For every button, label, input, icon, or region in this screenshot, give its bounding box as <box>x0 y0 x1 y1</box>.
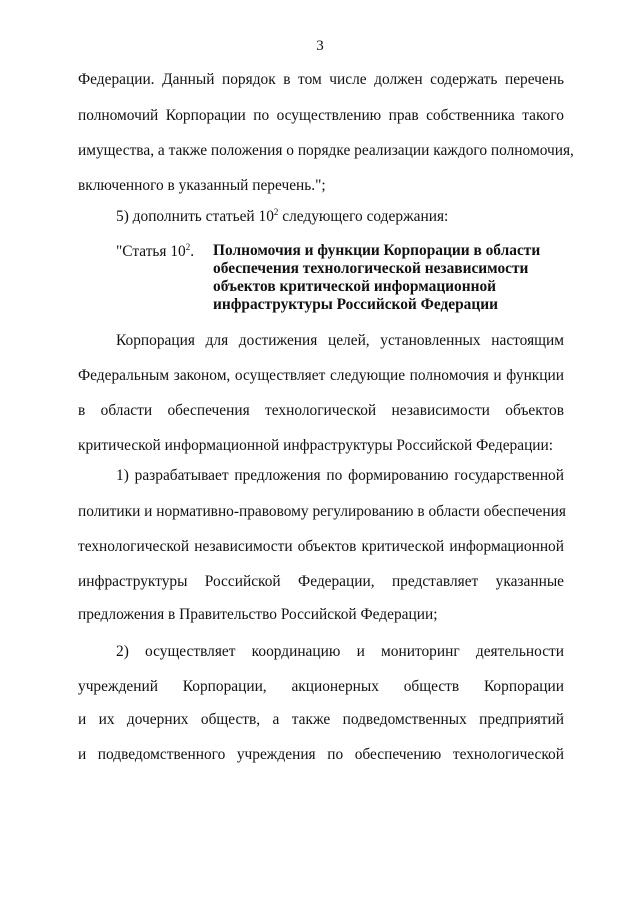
paragraph-line: и подведомственного учреждения по обеспечению технологической <box>78 746 564 763</box>
amendment-item <box>116 207 564 227</box>
article-title-line: обеспечения технологической независимости <box>213 260 529 277</box>
article-title-line: инфраструктуры Российской Федерации <box>213 296 498 313</box>
paragraph-line: технологической независимости объектов критической информационной <box>78 538 564 555</box>
paragraph-line: инфраструктуры Российской Федерации, представляет указанные <box>78 573 564 590</box>
paragraph-line: критической информационной инфраструктуры Российской Федерации: <box>78 437 554 454</box>
article-label-text: . <box>190 243 195 260</box>
paragraph-line: предложения в Правительство Российской Федерации; <box>78 606 438 623</box>
article-label-text: "Статья 10 <box>116 243 186 260</box>
paragraph-line: политики и нормативно-правовому регулированию в области обеспечения <box>78 503 566 520</box>
paragraph-line: включенного в указанный перечень."; <box>78 177 326 194</box>
superscript: 2 <box>273 207 279 217</box>
page-number: 3 <box>316 38 324 54</box>
article-title-line: объектов критической информационной <box>213 278 497 295</box>
paragraph-line: Корпорация для достижения целей, установленных настоящим <box>116 332 564 349</box>
paragraph-line: в области обеспечения технологической независимости объектов <box>78 402 564 419</box>
paragraph-line: полномочий Корпорации по осуществлению прав собственника такого <box>78 107 564 124</box>
article-label <box>116 242 194 262</box>
superscript: 2 <box>185 242 191 252</box>
amendment-text: 5) дополнить статьей 10 <box>116 208 274 225</box>
amendment-text: следующего содержания: <box>278 208 449 225</box>
paragraph-line: и их дочерних обществ, а также подведомственных предприятий <box>78 711 564 728</box>
paragraph-line: учреждений Корпорации, акционерных обществ Корпорации <box>78 678 564 695</box>
paragraph-line: Федеральным законом, осуществляет следующие полномочия и функции <box>78 367 564 384</box>
paragraph-line: Федерации. Данный порядок в том числе должен содержать перечень <box>78 71 564 88</box>
paragraph-line: 1) разрабатывает предложения по формированию государственной <box>116 467 564 484</box>
paragraph-line: 2) осуществляет координацию и мониторинг деятельности <box>116 643 564 660</box>
article-title-line: Полномочия и функции Корпорации в области <box>213 242 541 259</box>
paragraph-line: имущества, а также положения о порядке реализации каждого полномочия, <box>78 142 574 159</box>
article-title <box>213 242 553 314</box>
